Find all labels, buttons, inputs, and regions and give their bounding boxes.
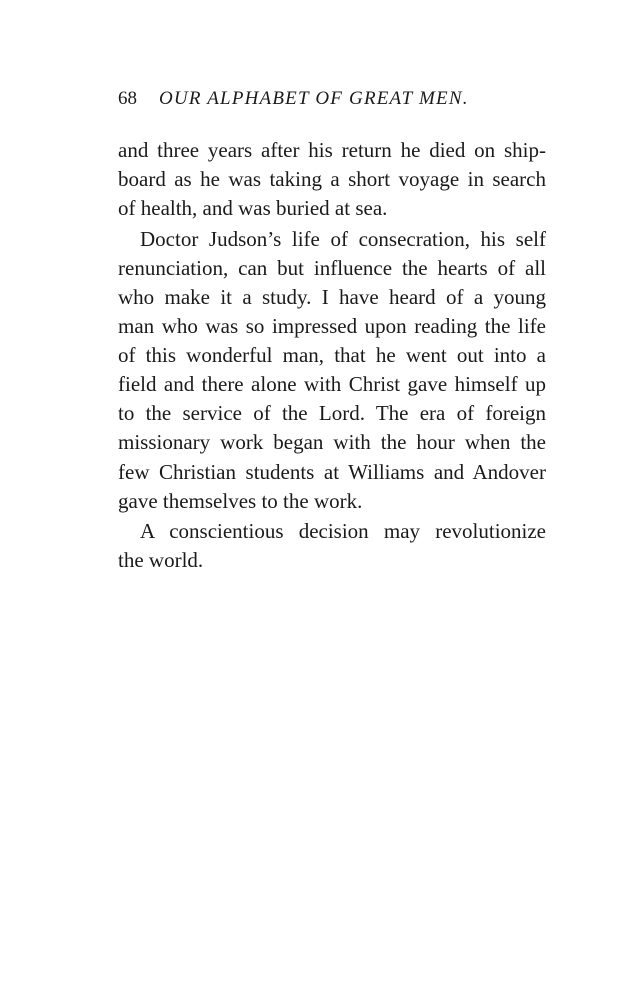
body-text (118, 136, 546, 577)
text-line: renunciation, can but influence the hearts of all (118, 255, 546, 280)
page-number: 68 (118, 88, 137, 109)
text-line: of this wonderful man, that he went out into a (118, 343, 546, 368)
text-line: of health, and was buried at sea. (118, 196, 388, 221)
text-line: A conscientious decision may revolutionize (140, 519, 546, 544)
text-line: board as he was taking a short voyage in search (118, 167, 546, 192)
paragraph-3 (118, 517, 546, 575)
text-line: field and there alone with Christ gave himself up (118, 372, 546, 397)
running-title: OUR ALPHABET OF GREAT MEN. (159, 88, 469, 109)
text-line: missionary work began with the hour when the (118, 430, 546, 455)
text-line: man who was so impressed upon reading the life (118, 314, 546, 339)
text-line: to the service of the Lord. The era of foreign (118, 401, 546, 426)
paragraph-1 (118, 136, 546, 223)
text-line: and three years after his return he died on ship- (118, 138, 546, 162)
text-line: few Christian students at Williams and Andover (118, 459, 546, 484)
running-head (118, 88, 508, 114)
text-line: the world. (118, 548, 204, 573)
paragraph-2 (118, 225, 546, 516)
text-line: gave themselves to the work. (118, 488, 363, 513)
text-line: Doctor Judson’s life of consecration, his self (140, 226, 546, 251)
text-line: who make it a study. I have heard of a young (118, 284, 546, 309)
